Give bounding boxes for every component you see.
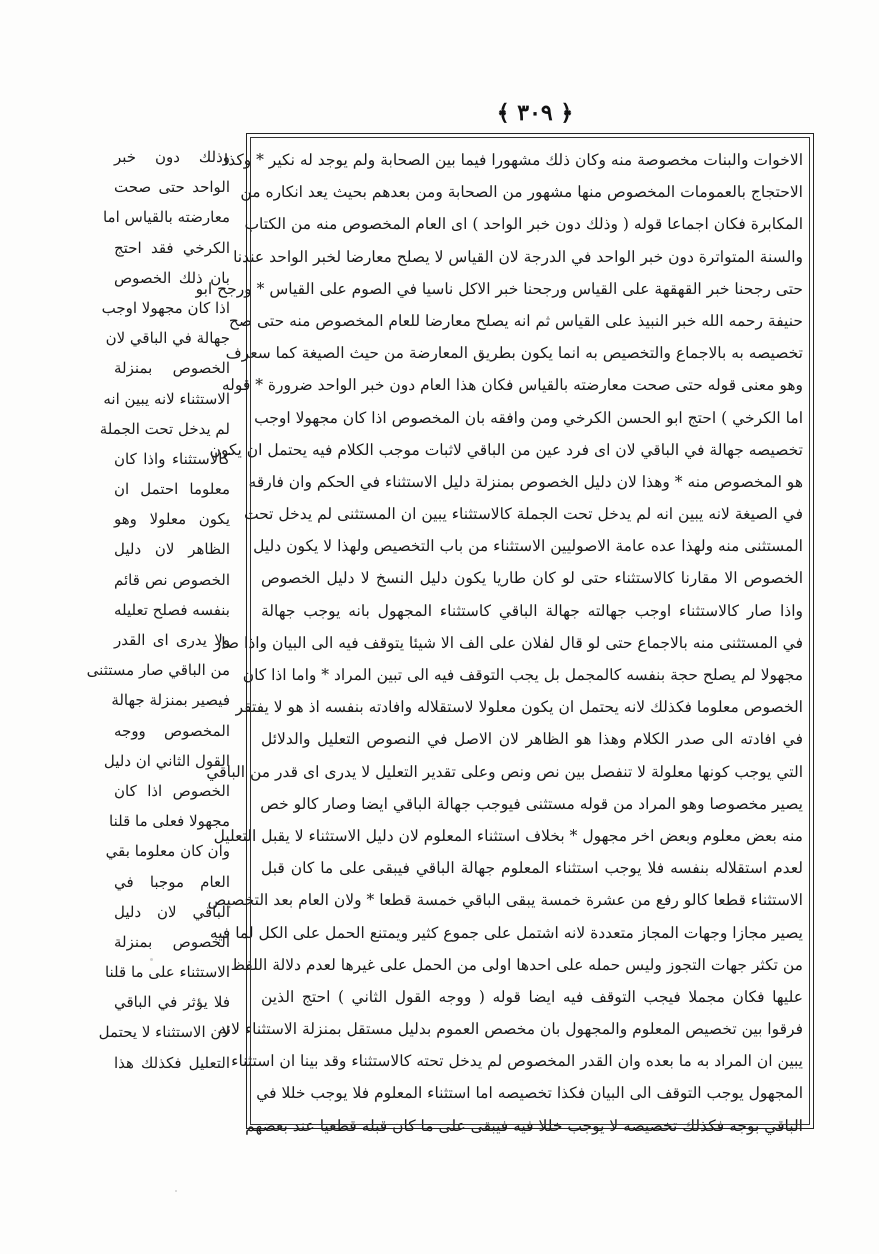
text-line: يصير مجازا وجهات المجاز متعددة لانه اشتمل على جموع كثير ويمتنع الحمل على الكل لما فيه [209,923,803,942]
margin-line: الباقي لان دليل [114,902,230,921]
text-line: في الصيغة لانه يبين انه لم يدخل تحت الجملة كالاستثناء يبين ان المستثنى لم يدخل تحت [243,505,803,524]
text-line: الاستثناء قطعا كالو رفع من عشرة خمسة يبقى الباقي خمسة قطعا * ولان العام بعد التخصيص [207,891,803,910]
text-line: في افادته الى صدر الكلام وهذا هو الظاهر لان الاصل في النصوص التعليل والدلائل [261,730,803,749]
margin-line: العام موجبا في [114,872,230,891]
margin-line: القول الثاني ان دليل [103,751,230,770]
text-line: وهو معنى قوله حتى صحت معارضته بالقياس فكان هذا العام دون خبر الواحد ضرورة * قوله [221,376,803,395]
margin-line: فيصير بمنزلة جهالة [111,691,230,710]
margin-line: لان الاستثناء لا يحتمل [98,1023,230,1042]
text-line: واذا صار كالاستثناء اوجب جهالته جهالة الباقي كاستثناء المجهول بانه يوجب جهالة [261,601,803,620]
text-line: الباقي بوجه فكذلك تخصيصه لا يوجب خللا فيه فيبقى على ما كان قبله قطعيا عند بعضهم [245,1116,803,1135]
text-line: حنيفة رحمه الله خبر النبيذ على القياس ثم انه يصلح معارضا للعام المخصوص منه حتى صح [228,311,803,330]
margin-line: كالاستثناء واذا كان [114,449,230,468]
text-line: منه بعض معلوم وبعض اخر مجهول * بخلاف استثناء المعلوم لان دليل الاستثناء لا يقبل التعليل [213,826,803,845]
text-line: المجهول يوجب التوقف الى البيان فكذا تخصيصه اما استثناء المعلوم فلا يوجب خللا في [256,1084,803,1103]
text-line: الخصوص معلوما فكذلك لانه يحتمل ان يكون معلولا لاستقلاله وافادته بنفسه اذ هو لا يفتقر [235,698,803,717]
margin-line: وذلك دون خبر [114,148,230,166]
text-line: الاحتجاج بالعمومات المخصوص منها مشهور من الصحابة ومن بعدهم بحيث يعد انكاره من [240,183,803,202]
margin-line: مجهولا فعلى ما قلنا [109,812,230,831]
text-line: المستثنى منه ولهذا عده عامة الاصوليين الاستثناء من باب التخصيص ولهذا لا يكون دليل [253,537,803,556]
main-text-block [195,144,803,1142]
text-line: مجهولا لم يصلح حجة بنفسه كالمجمل بل يجب التوقف فيه الى تبين المراد * واما اذا كان [242,666,803,684]
ink-speck [175,1190,177,1192]
text-line: يبين ان المراد به ما بعده وان القدر المخصوص لم يدخل تحته كالاستثناء وقد بينا ان استثناء [231,1052,803,1071]
margin-line: من الباقي صار مستثنى [86,661,230,680]
text-line: لعدم استقلاله بنفسه فلا يوجب استثناء المعلوم جهالة الباقي فيبقى على ما كان قبل [261,859,803,878]
text-line: عليها فكان مجملا فيجب التوقف فيه ايضا قوله ( ووجه القول الثاني ) احتج الذين [261,987,803,1006]
margin-line: يكون معلولا وهو [114,510,230,529]
main-text-frame [195,133,814,1135]
margin-line: بنفسه فصلح تعليله [114,600,230,619]
margin-line: وان كان معلوما بقي [105,842,230,861]
margin-line: فلا يؤثر في الباقي [114,993,230,1012]
text-line: الاخوات والبنات مخصوصة منه وكان ذلك مشهورا فيما بين الصحابة ولم يوجد له نكير * وكذا [223,151,803,169]
text-line: من تكثر جهات التجوز وليس حمله على احدها اولى من الحمل على غيرها لعدم دلالة اللفظ [230,955,803,974]
text-line: اما الكرخي ) احتج ابو الحسن الكرخي ومن وافقه بان المخصوص اذا كان مجهولا اوجب [254,408,803,427]
margin-line: الاستثناء على ما قلنا [104,963,230,982]
text-line: والسنة المتواترة دون خبر الواحد في الدرجة لان القياس لا يصلح معارضا لخبر الواحد عندنا [233,247,803,266]
margin-line: الاستثناء لانه يبين انه [103,389,230,408]
text-line: تخصيصه به بالاجماع والتخصيص به انما يكون بطريق المعارضة من حيث الصيغة كما سعرف [225,344,803,363]
margin-line: معارضته بالقياس اما [102,208,230,227]
margin-line: الخصوص نص قائم [114,570,230,589]
margin-line: المخصوص ووجه [114,721,230,740]
margin-line: اذا كان مجهولا اوجب [101,298,230,317]
margin-line: التعليل فكذلك هذا [114,1053,230,1072]
margin-line: الخصوص بمنزلة [114,359,230,378]
margin-line: الكرخي فقد احتج [114,238,230,257]
ink-speck [150,958,153,961]
text-line: في المستثنى منه بالاجماع حتى لو قال لفلان على الف الا شيئا يتوقف فيه الى البيان واذا صار [213,633,803,652]
margin-commentary [86,142,230,1078]
margin-line: الواحد حتى صحت [114,178,230,197]
text-line: حتى رجحنا خبر القهقهة على القياس ورجحنا خبر الاكل ناسيا في الصوم على القياس * ورجح ابو [195,279,803,298]
margin-line: الخصوص بمنزلة [114,932,230,951]
margin-line: بان ذلك الخصوص [114,268,230,287]
text-line: هو المخصوص منه * وهذا لان دليل الخصوص بمنزلة دليل الاستثناء في الحكم وان فارقه [248,472,803,491]
text-line: المكابرة فكان اجماعا قوله ( وذلك دون خبر الواحد ) اى العام المخصوص منه من الكتاب [244,215,803,234]
margin-line: لم يدخل تحت الجملة [99,419,230,438]
margin-line: معلوما احتمل ان [114,480,230,499]
text-line: تخصيصه جهالة في الباقي لان اى فرد عين من الباقي لاثبات موجب الكلام فيه يحتمل ان يكون [209,440,803,459]
text-line: التي يوجب كونها معلولة لا تنفصل بين نص ونص وعلى تقدير التعليل لا يدرى اى قدر من الباقي [206,762,803,781]
text-line: الخصوص الا مقارنا كالاستثناء حتى لو كان طاريا يكون دليل النسخ لا دليل الخصوص [261,569,803,588]
margin-line: جهالة في الباقي لان [105,329,230,348]
margin-line: الخصوص اذا كان [114,781,230,800]
text-line: فرقوا بين تخصيص المعلوم والمجهول بان مخصص العموم بدليل مستقل بمنزلة الاستثناء لانه [218,1020,803,1039]
page-number: ﴿ ٣٠٩ ﴾ [496,100,574,126]
text-line: يصير مخصوصا وهو المراد من قوله مستثنى فيوجب جهالة الباقي ايضا وصار كالو خص [260,794,803,813]
margin-line: ولا يدرى اى القدر [114,631,230,649]
margin-line: الظاهر لان دليل [114,540,230,559]
